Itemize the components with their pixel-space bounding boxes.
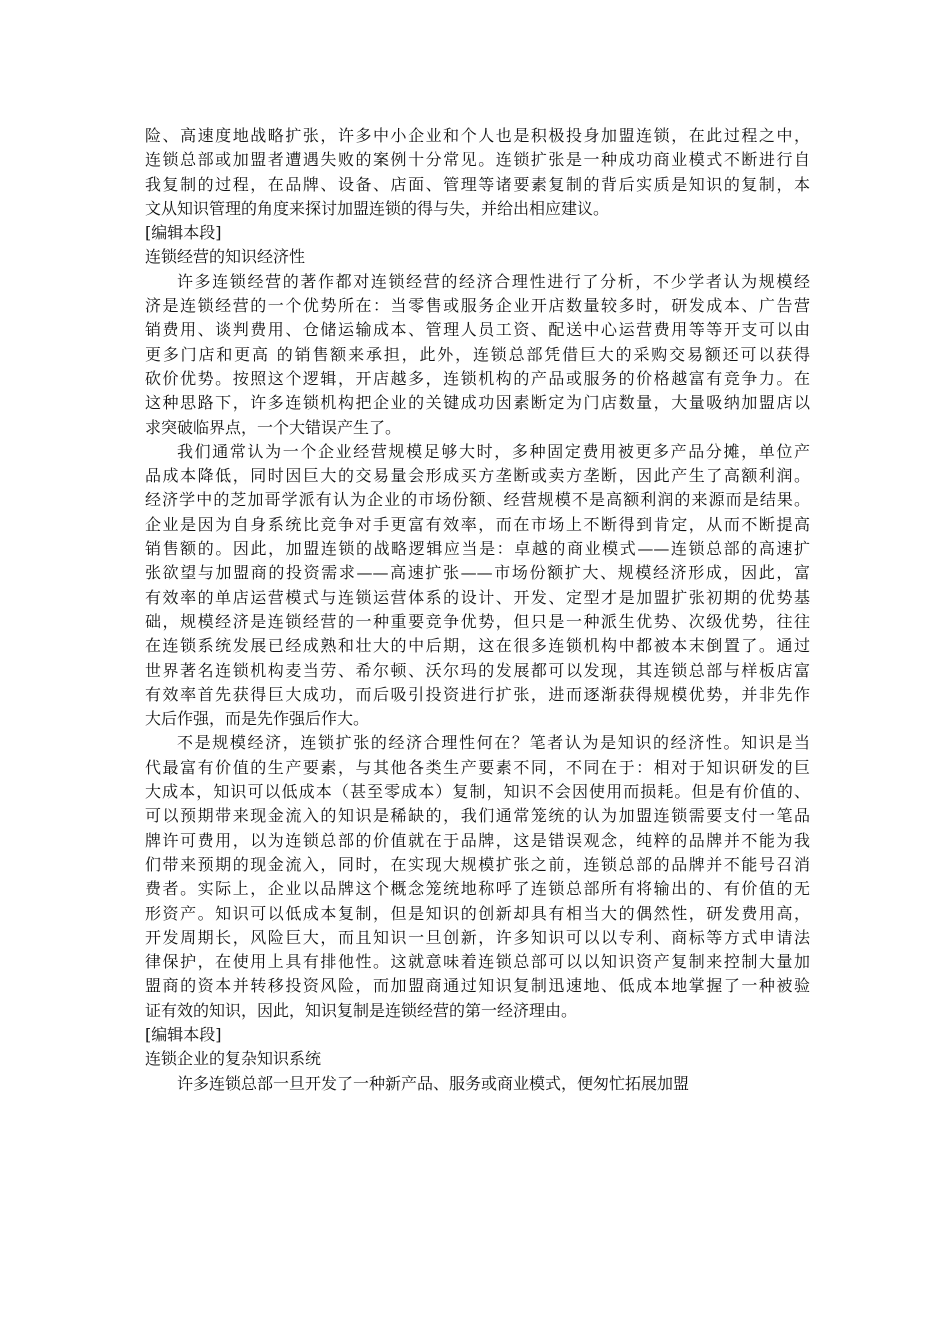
paragraph-line: 品成本降低，同时因巨大的交易量会形成买方垄断或卖方垄断，因此产生了高额利润。 <box>145 466 810 486</box>
paragraph-line: 我复制的过程，在品牌、设备、店面、管理等诸要素复制的背后实质是知识的复制，本 <box>145 174 810 194</box>
paragraph-line: 盟商的资本并转移投资风险，而加盟商通过知识复制迅速地、低成本地掌握了一种被验 <box>145 976 810 996</box>
paragraph-line: 我们通常认为一个企业经营规模足够大时，多种固定费用被更多产品分摊，单位产 <box>177 441 810 461</box>
paragraph-line: 有效率的单店运营模式与连锁运营体系的设计、开发、定型才是加盟扩张初期的优势基 <box>145 587 810 607</box>
paragraph-line: 文从知识管理的角度来探讨加盟连锁的得与失，并给出相应建议。 <box>145 198 610 218</box>
paragraph-line: 险、高速度地战略扩张，许多中小企业和个人也是积极投身加盟连锁，在此过程之中， <box>145 126 810 145</box>
paragraph-line: 许多连锁总部一旦开发了一种新产品、服务或商业模式，便匆忙拓展加盟 <box>177 1073 690 1093</box>
paragraph-line: 开发周期长，风险巨大，而且知识一旦创新，许多知识可以以专利、商标等方式申请法 <box>145 927 810 947</box>
paragraph-line: 经济学中的芝加哥学派有认为企业的市场份额、经营规模不是高额利润的来源而是结果。 <box>145 490 810 510</box>
paragraph-line: 济是连锁经营的一个优势所在：当零售或服务企业开店数量较多时，研发成本、广告营 <box>145 296 810 316</box>
paragraph-line: 在连锁系统发展已经成熟和壮大的中后期，这在很多连锁机构中都被本末倒置了。通过 <box>145 636 810 656</box>
paragraph-line: 形资产。知识可以低成本复制，但是知识的创新却具有相当大的偶然性，研发费用高， <box>145 903 810 923</box>
paragraph <box>145 1072 810 1096</box>
paragraph-line: 更多门店和更高 的销售额来承担，此外，连锁总部凭借巨大的采购交易额还可以获得 <box>145 344 810 364</box>
paragraph-line: 砍价优势。按照这个逻辑，开店越多，连锁机构的产品或服务的价格越富有竞争力。在 <box>145 368 810 388</box>
paragraph <box>145 440 810 732</box>
paragraph-line: 证有效的知识，因此，知识复制是连锁经营的第一经济理由。 <box>145 1000 578 1020</box>
section-heading: 连锁经营的知识经济性 <box>145 247 306 267</box>
paragraph-line: 有效率首先获得巨大成功，而后吸引投资进行扩张，进而逐渐获得规模优势，并非先作 <box>145 684 810 704</box>
paragraph-line: 们带来预期的现金流入，同时，在实现大规模扩张之前，连锁总部的品牌并不能号召消 <box>145 854 810 874</box>
paragraph <box>145 731 810 1023</box>
edit-section-link[interactable]: [编辑本段] <box>145 1024 222 1044</box>
paragraph-line: 世界著名连锁机构麦当劳、希尔顿、沃尔玛的发展都可以发现，其连锁总部与样板店富 <box>145 660 810 680</box>
edit-section-link[interactable]: [编辑本段] <box>145 223 222 243</box>
paragraph-line: 企业是因为自身系统比竞争对手更富有效率，而在市场上不断得到肯定，从而不断提高 <box>145 514 810 534</box>
paragraph-line: 张欲望与加盟商的投资需求——高速扩张——市场份额扩大、规模经济形成，因此，富 <box>145 563 810 583</box>
paragraph-line: 础，规模经济是连锁经营的一种重要竞争优势，但只是一种派生优势、次级优势，往往 <box>145 611 810 631</box>
paragraph-line: 可以预期带来现金流入的知识是稀缺的，我们通常笼统的认为加盟连锁需要支付一笔品 <box>145 806 810 826</box>
paragraph-line: 这种思路下，许多连锁机构把企业的关键成功因素断定为门店数量，大量吸纳加盟店以 <box>145 393 810 413</box>
document-body <box>145 124 810 1096</box>
paragraph <box>145 124 810 221</box>
paragraph-line: 费者。实际上，企业以品牌这个概念笼统地称呼了连锁总部所有将输出的、有价值的无 <box>145 879 810 899</box>
paragraph-line: 牌许可费用，以为连锁总部的价值就在于品牌，这是错误观念，纯粹的品牌并不能为我 <box>145 830 810 850</box>
paragraph-line: 销售额的。因此，加盟连锁的战略逻辑应当是：卓越的商业模式——连锁总部的高速扩 <box>145 539 810 559</box>
paragraph-line: 代最富有价值的生产要素，与其他各类生产要素不同，不同在于：相对于知识研发的巨 <box>145 757 810 777</box>
paragraph-line: 许多连锁经营的著作都对连锁经营的经济合理性进行了分析，不少学者认为规模经 <box>177 271 810 291</box>
paragraph-line: 求突破临界点，一个大错误产生了。 <box>145 417 402 437</box>
paragraph-line: 不是规模经济，连锁扩张的经济合理性何在？笔者认为是知识的经济性。知识是当 <box>177 733 810 753</box>
paragraph-line: 销费用、谈判费用、仓储运输成本、管理人员工资、配送中心运营费用等等开支可以由 <box>145 320 810 340</box>
section-heading: 连锁企业的复杂知识系统 <box>145 1049 322 1069</box>
paragraph-line: 律保护，在使用上具有排他性。这就意味着连锁总部可以以知识资产复制来控制大量加 <box>145 952 810 972</box>
paragraph-line: 大后作强，而是先作强后作大。 <box>145 709 370 729</box>
paragraph <box>145 270 810 440</box>
paragraph-line: 大成本，知识可以低成本（甚至零成本）复制，知识不会因使用而损耗。但是有价值的、 <box>145 782 810 802</box>
paragraph-line: 连锁总部或加盟者遭遇失败的案例十分常见。连锁扩张是一种成功商业模式不断进行自 <box>145 150 810 170</box>
